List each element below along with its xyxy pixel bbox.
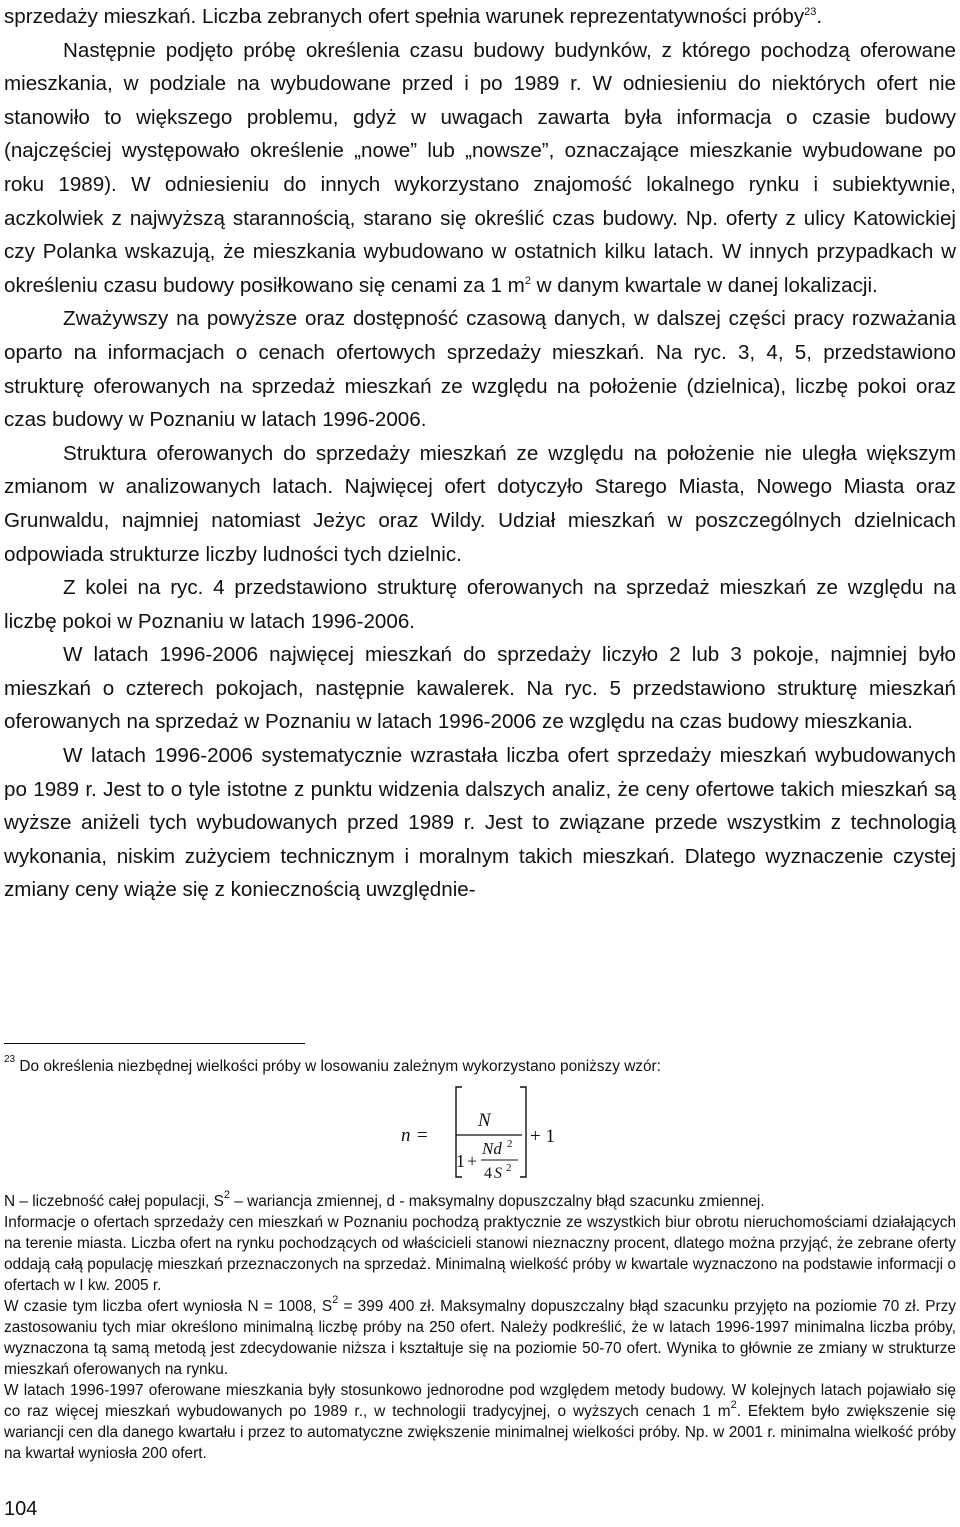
superscript-squared: 2: [524, 274, 531, 287]
formula-inner-num: Nd: [482, 1139, 502, 1158]
formula-den-one: 1: [456, 1151, 465, 1171]
formula-inner-den-exp: 2: [506, 1162, 512, 1174]
footnote-paragraph-1: Informacje o ofertach sprzedaży cen mieszkań w Poznaniu pochodzą praktycznie ze wszystkich biur obrotu nieruchomościami działających na terenie miasta. Liczba ofert na rynku pochodzących od właścicieli stanowi nieznaczny procent, dlatego można przyjąć, że zebrane oferty oddają całą populację mieszkań przeznaczonych na sprzedaż. Minimalną wielkość próby w kwartale wyznaczono na podstawie informacji o ofertach w I kw. 2005 r.: [4, 1214, 956, 1294]
text-run: Następnie podjęto próbę określenia czasu budowy budynków, z którego pochodzą oferowane mieszkania, w podziale na wybudowane przed i po 1989 r. W odniesieniu do niektórych ofert nie stanowiło to większego problemu, gdyż w uwagach zawarta była informacja o czasie budowy (najczęściej występowało określenie „nowe” lub „nowsze”, oznaczające mieszkanie wybudowane po roku 1989). W odniesieniu do innych wykorzystano znajomość lokalnego rynku i subiektywnie, aczkolwiek z najwyższą starannością, starano się określić czas budowy. Np. oferty z ulicy Katowickiej czy Polanka wskazują, że mieszkania wybudowano w ostatnich kilku latach. W innych przypadkach w określeniu czasu budowy posiłkowano się cenami za 1 m: [4, 38, 956, 297]
text-run: – wariancja zmiennej, d - maksymalny dopuszczalny błąd szacunku zmiennej.: [229, 1193, 765, 1210]
footnote-reference[interactable]: 23: [804, 6, 817, 18]
text-run: .: [816, 5, 823, 28]
text-run: W czasie tym liczba ofert wyniosła N = 1008, S: [4, 1298, 333, 1315]
formula-plus-one: + 1: [530, 1126, 555, 1147]
formula-inner-num-exp: 2: [507, 1138, 513, 1150]
right-bracket: [520, 1087, 526, 1177]
superscript: 2: [223, 1189, 230, 1201]
formula-numerator: N: [478, 1110, 491, 1131]
page-number: 104: [4, 1498, 38, 1520]
paragraph-construction-time: [4, 34, 956, 303]
formula-equals: =: [417, 1125, 428, 1146]
formula-den-plus: +: [467, 1151, 478, 1171]
text-run: W latach 1996-1997 oferowane mieszkania były stosunkowo jednorodne pod względem metody budowy. W kolejnych latach pojawiało się co raz więcej mieszkań wybudowanych po 1989 r., w technologii tradycyjnej, o wyższych cenach 1 m: [4, 1382, 956, 1420]
paragraph-build-time: W latach 1996-2006 systematycznie wzrastała liczba ofert sprzedaży mieszkań wybudowanych po 1989 r. Jest to o tyle istotne z punktu widzenia dalszych analiz, że ceny ofertowe takich mieszkań są wyższe aniżeli tych wybudowanych przed 1989 r. Jest to związane przede wszystkim z technologią wykonania, niskim zużyciem technicznym i moralnym takich mieszkań. Dlatego wyznaczenie czystej zmiany ceny wiąże się z koniecznością uwzględnie-: [4, 744, 956, 902]
formula-n: n: [401, 1125, 411, 1146]
formula-inner-den: S: [494, 1165, 502, 1181]
text-run: Do określenia niezbędnej wielkości próby w losowaniu zależnym wykorzystano poniższy wzór:: [15, 1058, 661, 1075]
text-run: w danym kwartale w danej lokalizacji.: [530, 273, 878, 297]
footnote-paragraph-3: [4, 1380, 956, 1464]
footnote-separator: [4, 1043, 305, 1044]
formula-inner-den-coef: 4: [484, 1165, 492, 1181]
footnote-mark: 23: [4, 1054, 16, 1065]
main-text: [4, 0, 956, 907]
text-run: = 399 400 zł. Maksymalny dopuszczalny błąd szacunku przyjęto na poziomie 70 zł. Przy zastosowaniu tych miar określono minimalną liczbę próby na 250 ofert. Należy podkreślić, że w latach 1996-1997 minimalna liczba próby, wyznaczona tą samą metodą jest zdecydowanie niższa i kształtuje się na poziomie 50-70 ofert. Wynika to głównie ze zmiany w strukturze mieszkań oferowanych na rynku.: [4, 1298, 956, 1378]
sample-size-formula: [4, 1081, 956, 1181]
footnote-intro: [4, 1056, 956, 1077]
formula-graphic: [4, 1081, 956, 1181]
superscript: 2: [730, 1399, 737, 1411]
paragraph-continued: [4, 0, 956, 34]
text-run: N – liczebność całej populacji, S: [4, 1193, 224, 1210]
superscript: 2: [332, 1294, 339, 1306]
paragraph-location: Struktura oferowanych do sprzedaży mieszkań ze względu na położenie nie uległa większym zmianom w analizowanych latach. Najwięcej ofert dotyczyło Starego Miasta, Nowego Miasta oraz Grunwaldu, najmniej natomiast Jeżyc oraz Wildy. Udział mieszkań w poszczególnych dzielnicach odpowiada strukturze liczby ludności tych dzielnic.: [4, 441, 956, 566]
footnotes: [4, 1056, 956, 1464]
footnote-legend: [4, 1191, 956, 1212]
document-page: [4, 0, 956, 907]
paragraph-structure-intro: Zważywszy na powyższe oraz dostępność czasową danych, w dalszej części pracy rozważania oparto na informacjach o cenach ofertowych sprzedaży mieszkań. Na ryc. 3, 4, 5, przedstawiono strukturę oferowanych na sprzedaż mieszkań ze względu na położenie (dzielnica), liczbę pokoi oraz czas budowy w Poznaniu w latach 1996-2006.: [4, 307, 956, 432]
paragraph-rooms-result: W latach 1996-2006 najwięcej mieszkań do sprzedaży liczyło 2 lub 3 pokoje, najmniej było mieszkań o czterech pokojach, następnie kawalerek. Na ryc. 5 przedstawiono strukturę mieszkań oferowanych na sprzedaż w Poznaniu w latach 1996-2006 ze względu na czas budowy mieszkania.: [4, 643, 956, 734]
text-run: sprzedaży mieszkań. Liczba zebranych ofert spełnia warunek reprezentatywności próby: [4, 5, 805, 28]
footnote-paragraph-2: [4, 1296, 956, 1380]
text-run: . Efektem było zwiększenie się wariancji cen dla danego kwartału i przez to automatyczne zwiększenie minimalnej wielkości próby. Np. w 2001 r. minimalna wielkość próby na kwartał wyniosła 200 ofert.: [4, 1403, 956, 1462]
paragraph-rooms: Z kolei na ryc. 4 przedstawiono strukturę oferowanych na sprzedaż mieszkań ze względu na liczbę pokoi w Poznaniu w latach 1996-2006.: [4, 576, 956, 633]
